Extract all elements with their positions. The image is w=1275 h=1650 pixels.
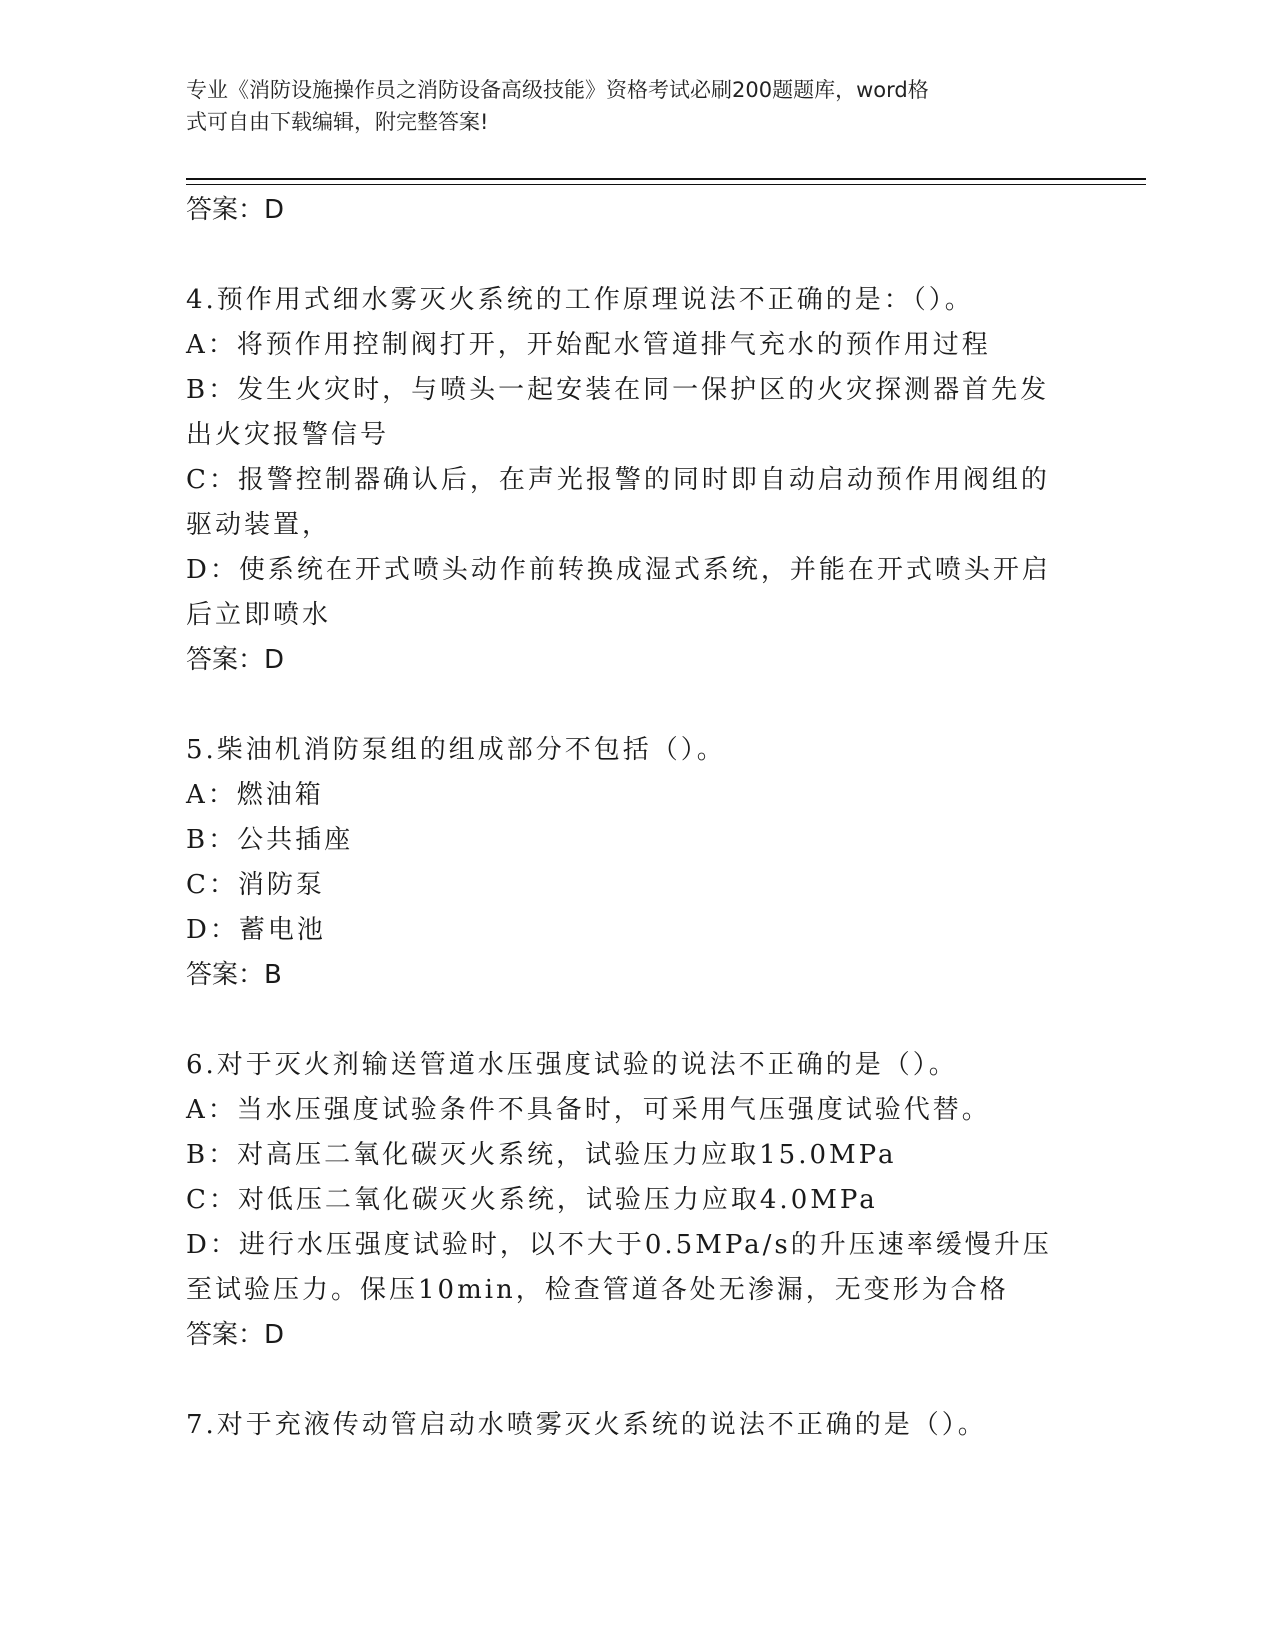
option-d: D：使系统在开式喷头动作前转换成湿式系统，并能在开式喷头开启后立即喷水 [186, 555, 1051, 630]
option-b: B：公共插座 [186, 825, 354, 855]
question-stem: 5.柴油机消防泵组的组成部分不包括（）。 [186, 735, 726, 765]
option-b: B：对高压二氧化碳灭火系统，试验压力应取15.0MPa [186, 1140, 897, 1170]
header-divider-thin [186, 184, 1146, 185]
option-a: A：燃油箱 [186, 780, 324, 810]
option-b: B：发生火灾时，与喷头一起安装在同一保护区的火灾探测器首先发出火灾报警信号 [186, 375, 1050, 450]
answer-line: 答案：B [186, 960, 282, 990]
header-line-1: 专业《消防设施操作员之消防设备高级技能》资格考试必刷200题题库，word格 [186, 78, 929, 102]
previous-answer: 答案：D [186, 195, 285, 225]
header-line-2: 式可自由下载编辑，附完整答案! [186, 110, 489, 134]
question-list [186, 188, 1066, 1448]
header-divider-thick [186, 178, 1146, 180]
question-6 [186, 1043, 1066, 1357]
question-7 [186, 1403, 1066, 1448]
option-c: C：消防泵 [186, 870, 325, 900]
question-stem: 7.对于充液传动管启动水喷雾灭火系统的说法不正确的是（）。 [186, 1410, 987, 1440]
question-stem: 6.对于灭火剂输送管道水压强度试验的说法不正确的是（）。 [186, 1050, 958, 1080]
option-a: A：将预作用控制阀打开，开始配水管道排气充水的预作用过程 [186, 330, 991, 360]
question-5 [186, 728, 1066, 997]
question-stem: 4.预作用式细水雾灭火系统的工作原理说法不正确的是：（）。 [186, 285, 974, 315]
question-4 [186, 278, 1066, 682]
option-c: C：报警控制器确认后，在声光报警的同时即自动启动预作用阀组的驱动装置， [186, 465, 1050, 540]
option-c: C：对低压二氧化碳灭火系统，试验压力应取4.0MPa [186, 1185, 878, 1215]
answer-line: 答案：D [186, 645, 285, 675]
answer-line: 答案：D [186, 1320, 285, 1350]
option-a: A：当水压强度试验条件不具备时，可采用气压强度试验代替。 [186, 1095, 991, 1125]
option-d: D：进行水压强度试验时，以不大于0.5MPa/s的升压速率缓慢升压至试验压力。保压10min，检查管道各处无渗漏，无变形为合格 [186, 1230, 1052, 1305]
option-d: D：蓄电池 [186, 915, 326, 945]
page-header [186, 74, 1066, 138]
